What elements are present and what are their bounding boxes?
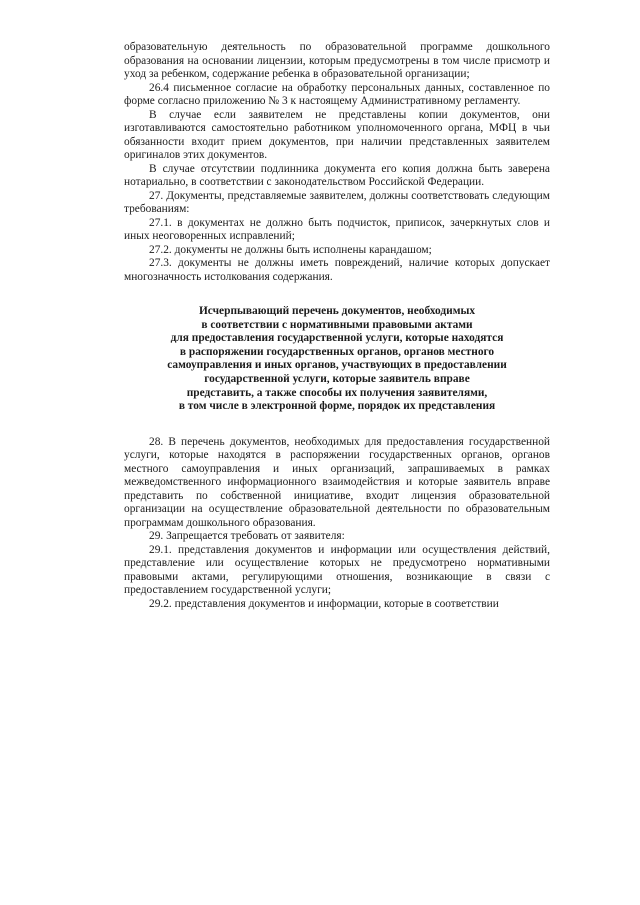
heading-line: Исчерпывающий перечень документов, необходимых xyxy=(198,305,476,317)
heading-line: представить, а также способы их получения заявителями, xyxy=(186,386,488,399)
paragraph: 29. Запрещается требовать от заявителя: xyxy=(149,530,345,543)
paragraph: В случае отсутствии подлинника документа его копия должна быть заверена нотариально, в соответствии с законодательством Российской Федерации. xyxy=(124,162,550,188)
paragraph: 27.3. документы не должны иметь повреждений, наличие которых допускает многозначность истолкования содержания. xyxy=(124,257,550,283)
section-heading xyxy=(124,305,550,414)
paragraph: 26.4 письменное согласие на обработку персональных данных, составленное по форме согласно приложению № 3 к настоящему Административному регламенту. xyxy=(124,81,550,107)
paragraph: В случае если заявителем не представлены копии документов, они изготавливаются самостоятельно работником уполномоченного органа, МФЦ в чьи обязанности входит прием документов, при наличии представленных заявителем оригиналов этих документов. xyxy=(124,108,550,161)
paragraph: 27. Документы, представляемые заявителем, должны соответствовать следующим требованиям: xyxy=(124,189,550,215)
paragraph: образовательную деятельность по образовательной программе дошкольного образования на основании лицензии, которым предусмотрены в том числе присмотр и уход за ребенком, содержание ребенка в образовательной организации; xyxy=(124,41,550,80)
heading-line: для предоставления государственной услуги, которые находятся xyxy=(170,332,504,345)
heading-line: государственной услуги, которые заявитель вправе xyxy=(204,372,470,385)
heading-line: в том числе в электронной форме, порядок их представления xyxy=(178,400,496,413)
paragraph: 27.2. документы не должны быть исполнены карандашом; xyxy=(149,243,432,256)
paragraphs-before-heading xyxy=(124,41,550,284)
paragraph: 29.2. представления документов и информации, которые в соответствии xyxy=(149,597,499,610)
paragraph: 28. В перечень документов, необходимых для предоставления государственной услуги, которые находятся в распоряжении государственных органов, органов местного самоуправления и иных организаций, запрашиваемых в рамках межведомственного информационного взаимодействия и которые заявитель вправе представить по собственной инициативе, входит лицензия образовательной организации на осуществление образовательной деятельности по образовательным программам дошкольного образования. xyxy=(124,435,550,529)
document-body xyxy=(124,41,550,611)
paragraphs-after-heading xyxy=(124,436,550,612)
heading-line: самоуправления и иных органов, участвующих в предоставлении xyxy=(167,359,507,372)
heading-line: в распоряжении государственных органов, органов местного xyxy=(179,345,495,358)
heading-line: в соответствии с нормативными правовыми актами xyxy=(201,318,473,331)
paragraph: 29.1. представления документов и информации или осуществления действий, представление или осуществление которых не предусмотрено нормативными правовыми актами, регулирующими отношения, возникающие в связи с предоставлением государственной услуги; xyxy=(124,543,550,597)
paragraph: 27.1. в документах не должно быть подчисток, приписок, зачеркнутых слов и иных неоговоренных исправлений; xyxy=(124,216,550,242)
